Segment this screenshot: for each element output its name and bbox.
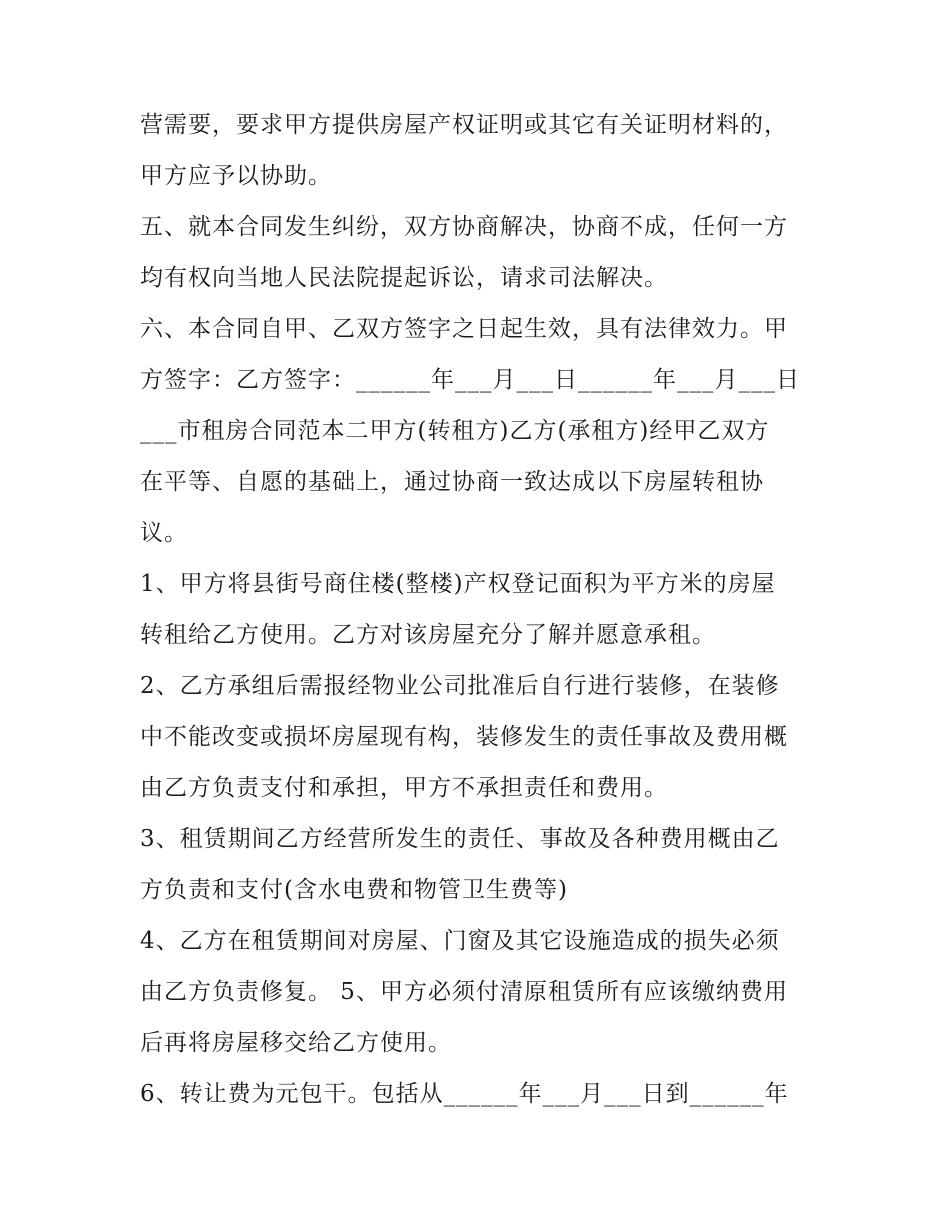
text-line: 后再将房屋移交给乙方使用。: [140, 1030, 452, 1056]
text-line: 中不能改变或损坏房屋现有构，装修发生的责任事故及费用概: [140, 724, 788, 750]
text-line: ___市租房合同范本二甲方(转租方)乙方(承租方)经甲乙双方: [140, 418, 770, 444]
text-line: 方签字：乙方签字：______年___月___日______年___月___日: [140, 367, 800, 393]
document-body: [140, 100, 830, 1120]
text-line: 六、本合同自甲、乙双方签字之日起生效，具有法律效力。甲: [140, 316, 788, 342]
text-line: 4、乙方在租赁期间对房屋、门窗及其它设施造成的损失必须: [140, 928, 780, 954]
text-line: 议。: [140, 520, 188, 546]
text-line: 2、乙方承组后需报经物业公司批准后自行进行装修，在装修: [140, 673, 780, 699]
text-line: 3、租赁期间乙方经营所发生的责任、事故及各种费用概由乙: [140, 826, 780, 852]
text-line: 6、转让费为元包干。包括从______年___月___日到______年: [140, 1081, 789, 1107]
text-line: 甲方应予以协助。: [140, 163, 332, 189]
text-line: 1、甲方将县街号商住楼(整楼)产权登记面积为平方米的房屋: [140, 571, 776, 597]
text-line: 由乙方负责支付和承担，甲方不承担责任和费用。: [140, 775, 668, 801]
text-line: 五、就本合同发生纠纷，双方协商解决，协商不成，任何一方: [140, 214, 788, 240]
text-line: 转租给乙方使用。乙方对该房屋充分了解并愿意承租。: [140, 622, 716, 648]
text-line: 均有权向当地人民法院提起诉讼，请求司法解决。: [140, 265, 668, 291]
text-line: 由乙方负责修复。 5、甲方必须付清原租赁所有应该缴纳费用: [140, 979, 788, 1005]
text-line: 方负责和支付(含水电费和物管卫生费等): [140, 877, 568, 903]
text-line: 营需要，要求甲方提供房屋产权证明或其它有关证明材料的，: [140, 112, 788, 138]
text-line: 在平等、自愿的基础上，通过协商一致达成以下房屋转租协: [140, 469, 764, 495]
